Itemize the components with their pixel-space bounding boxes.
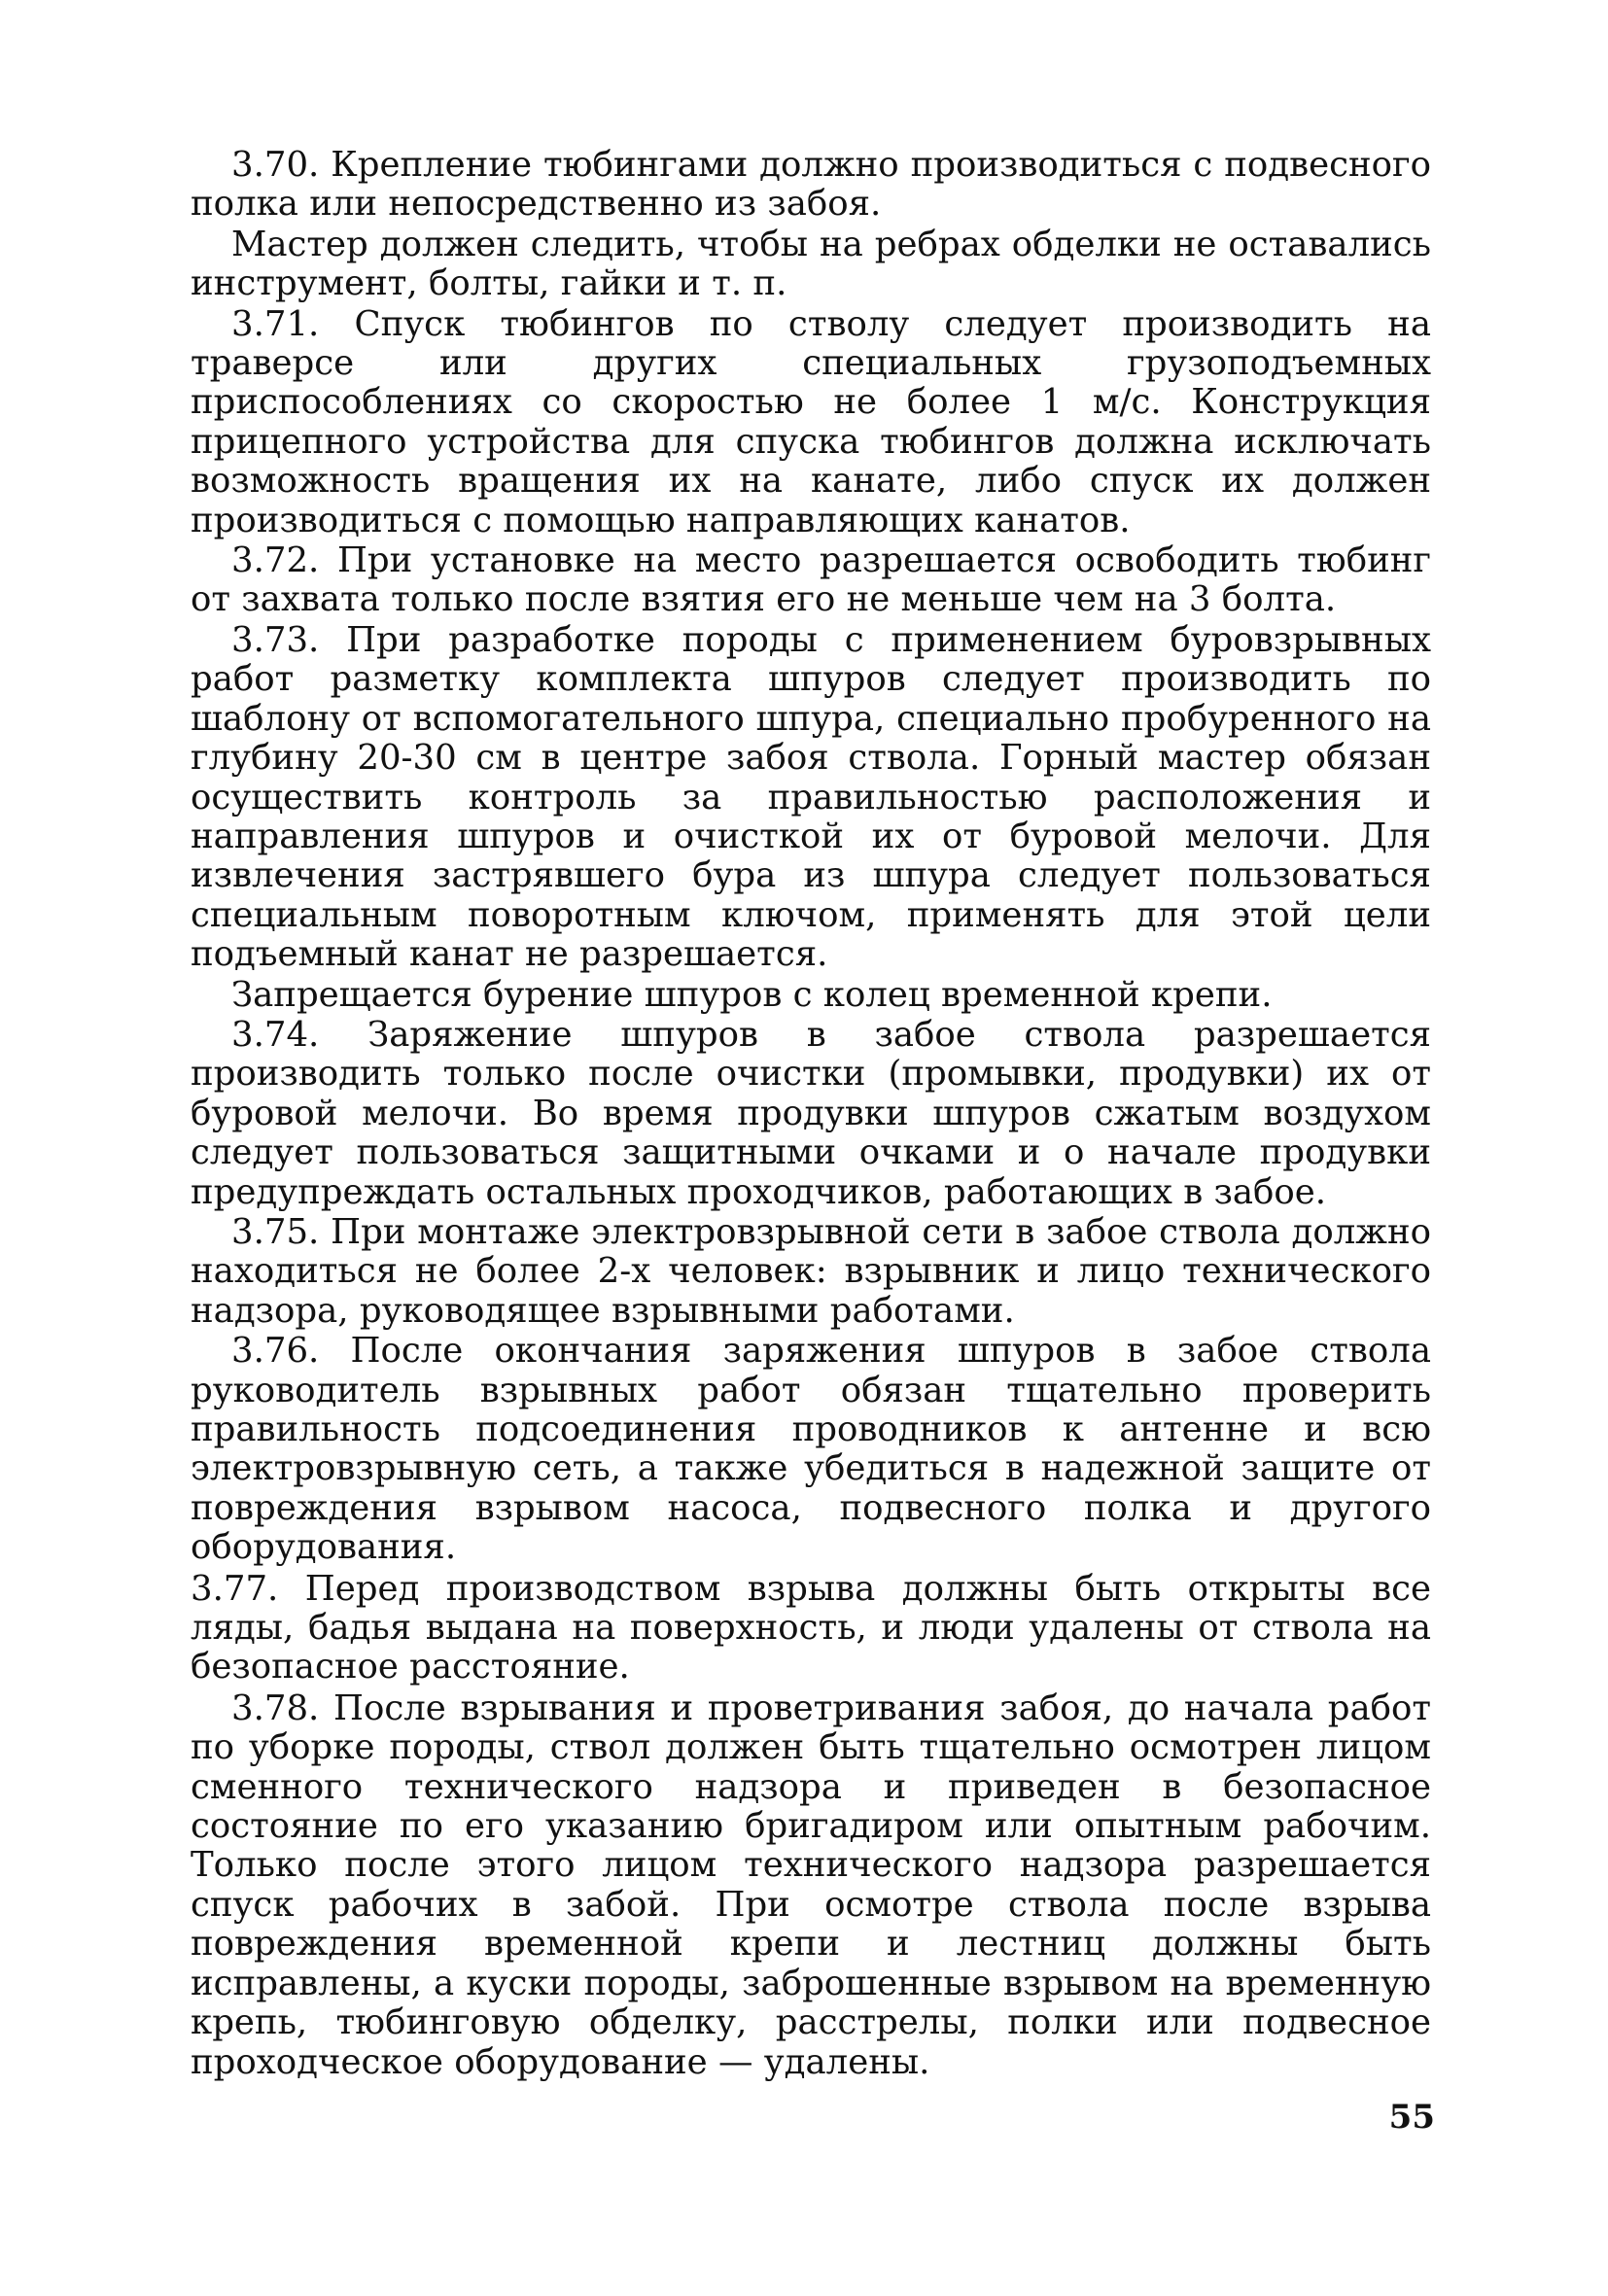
- page-number: 55: [1388, 2098, 1435, 2137]
- paragraph-3-78: 3.78. После взрывания и проветривания забоя, до начала работ по уборке породы, ствол должен быть тщательно осмотрен лицом сменного технического надзора и приведен в безопасное состояние по его указанию бригадиром или опытным рабочим. Только после этого лицом технического надзора разрешается спуск рабочих в забой. При осмотре ствола после взрыва повреждения временной крепи и лестниц должны быть исправлены, а куски породы, заброшенные взрывом на временную крепь, тюбинговую обделку, расстрелы, полки или подвесное проходческое оборудование — удалены.: [191, 1687, 1431, 2082]
- paragraph-3-77: 3.77. Перед производством взрыва должны быть открыты все ляды, бадья выдана на поверхность, и люди удалены от ствола на безопасное расстояние.: [191, 1568, 1431, 1687]
- paragraph-3-72: 3.72. При установке на место разрешается освободить тюбинг от захвата только после взятия его не меньше чем на 3 болта.: [191, 540, 1431, 620]
- paragraph-3-70: 3.70. Крепление тюбингами должно производиться с подвесного полка или непосредственно из забоя.: [191, 145, 1431, 225]
- paragraph-3-73: 3.73. При разработке породы с применением буровзрывных работ разметку комплекта шпуров следует производить по шаблону от вспомогательного шпура, специально пробуренного на глубину 20-30 см в центре забоя ствола. Горный мастер обязан осуществить контроль за правильностью расположения и направления шпуров и очисткой их от буровой мелочи. Для извлечения застрявшего бура из шпура следует пользоваться специальным поворотным ключом, применять для этой цели подъемный канат не разрешается.: [191, 619, 1431, 975]
- paragraph-master-note: Мастер должен следить, чтобы на ребрах обделки не оставались инструмент, болты, гайки и т. п.: [191, 224, 1431, 304]
- paragraph-drilling-ban: Запрещается бурение шпуров с колец временной крепи.: [231, 974, 1273, 1015]
- page-body: [191, 146, 1431, 2083]
- paragraph-3-76: 3.76. После окончания заряжения шпуров в забое ствола руководитель взрывных работ обязан тщательно проверить правильность подсоединения проводников к антенне и всю электровзрывную сеть, а также убедиться в надежной защите от повреждения взрывом насоса, подвесного полка и другого оборудования.: [191, 1331, 1431, 1568]
- paragraph-3-74: 3.74. Заряжение шпуров в забое ствола разрешается производить только после очистки (промывки, продувки) их от буровой мелочи. Во время продувки шпуров сжатым воздухом следует пользоваться защитными очками и о начале продувки предупреждать остальных проходчиков, работающих в забое.: [191, 1014, 1431, 1212]
- paragraph-3-75: 3.75. При монтаже электровзрывной сети в забое ствола должно находиться не более 2-х человек: взрывник и лицо технического надзора, руководящее взрывными работами.: [191, 1211, 1431, 1331]
- paragraph-3-71: 3.71. Спуск тюбингов по стволу следует производить на траверсе или других специальных грузоподъемных приспособлениях со скоростью не более 1 м/с. Конструкция прицепного устройства для спуска тюбингов должна исключать возможность вращения их на канате, либо спуск их должен производиться с помощью направляющих канатов.: [191, 303, 1431, 540]
